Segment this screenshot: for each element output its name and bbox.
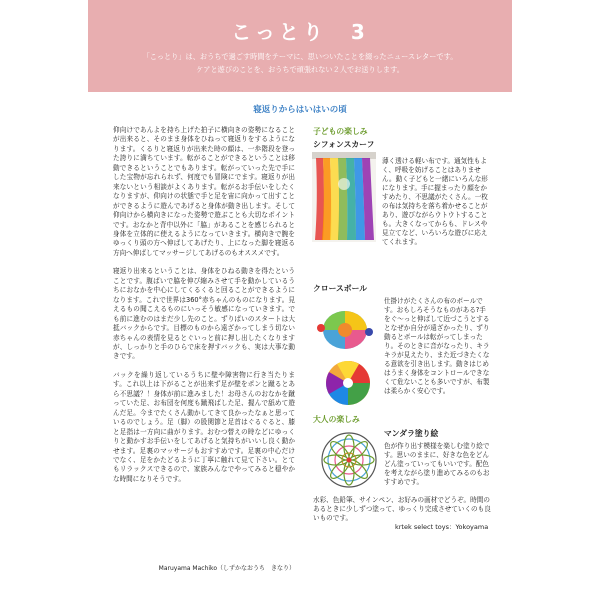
adults-category-label: 大人の楽しみ [313,415,360,424]
mandala-description: 色が作り出す模様を楽しむ塗り絵です。思いのままに、好きな色をどんどん塗っていってもいいです。配色を考えながら塗り進めてみるのもおすすめです。 [384,442,490,486]
scarf-description: 薄く透ける軽い布です。通気性もよく、呼吸を妨げることはありません。動く子どもと一緒にいろんな形になります。手に握まったり顔をかすめたり、不思議がたくさん。一枚の布は気持ちを落ち着かせることがあり、遊びながらウトウトすることも。大きくなってからも、ドレスや見立てなど、いろいろな遊びに応えてくれます。 [382,157,488,246]
credit-line: krtek select toys：Yokoyama [395,523,489,531]
article-paragraph-1: 仰向けであんよを持ち上げた拍子に横向きの姿勢になることが出来ると、そのまま身体をひねって寝返りをするようになります。くるりと寝返りが出来た時の顔は、一歩階段を登った誇りに満ちています。転がることができるということは移動できるということでもあります。転がっていった先で手にした宝物が忘れられず、何度でも冒険にでます。寝返りが出来ないという相談がよくあります。転がるお手伝いをしたくなりますが、仰向けの状態で手と足を宙に向かって出すことができるように遊んであげると身体が動き出します。そして仰向けから横向きになった姿勢で遊ぶことも大切なポイントです。おなかと背中以外に「脇」があることを感じられると身体を立体的に使えるようになっていきます。横向きで腕をゆっくり頭の方へ伸ばしてあげたり、上になった脚を寝返る方向へ伸ばしてマッサージしてあげるのもオススメです。 [113,126,295,257]
cloth-ball-image [312,298,380,413]
intro-line-1: 「こっとり」は、おうちで過ごす時間をテーマに、思いついたことを綴ったニュースレターです。 [142,52,458,61]
rainbow-chiffon-scarf-image [312,152,376,242]
intro-line-2: ケアと遊びのことを、おうちで頑張れない２人でお送りします。 [196,65,404,74]
article-paragraph-3: バックを繰り返しているうちに壁や障害物に行き当たります。これ以上は下がることが出来ず足が壁をポンと蹴るとあら不思議？！身体が前に進みました！お母さんのおなかを蹴っていた足、お布団を何度も蹴飛ばした足、握んで舐めて遊んだ足。今までたくさん動かしてきて良かったなぁと思っているのでしょう。足（脚）の股関節と足首はぐるぐると、膝と足指は一方向に曲がります。おむつ替えの時などにゆっくりと動かすお手伝いをしてあげると気持ちがいいし良く動かせます。足裏のマッサージもおすすめです。足裏の中心だけでなく、足をかたどるように丁寧に触れて見て下さい。とてもリラックスできるので、家族みんなでやってみると穏やかな時間になりそうです。 [113,370,295,483]
ball-title: クロースボール [313,284,368,293]
section-title: 寝返りからはいはいの頃 [253,105,347,115]
mandala-image [318,428,380,492]
mandala-title: マンダラ塗り絵 [384,429,439,438]
article-column [113,126,295,484]
article-signature: Maruyama Machiko（しずかなおうち きなり） [158,565,295,572]
scarf-title: シフォンスカーフ [313,140,375,149]
kids-category-label: 子どもの楽しみ [313,127,368,136]
ball-description: 仕掛けがたくさんの布のボールです。おもしろそうなものがある?手をぐ〜っと伸ばして近づこうとするとなぜか自分が遠ざかったり、ずり動るとボールは転がってしまったり。そのときに音がなったり、キラキラが見えたり、また近づきたくなる意欲を引き出します。動きはじめはうまく身体をコントロールできなくて危ないことも多いですが、布製は柔らかく安心です。 [384,297,490,395]
mandala-description-full: 水彩、色鉛筆、サインペン、お好みの画材でどうぞ。時間のあるときに少しずつ塗って、ゆっくり完成させていくのも良いものです。 [313,496,491,522]
header-banner [88,0,512,92]
article-paragraph-2: 寝返り出来るということは、身体をひねる動きを得たということです。腹ばいで脇を伸び縮みさせて手を動かしているうちにおなかを中心にしてくるくると回ることができるようになります。これで世界は360°赤ちゃんのものになります。見えるもの聞こえるものにいっそう敏感になっていきます。でも前に進むのはまだ少し先のこと。ずりばいのスタートは大抵バックからです。目標のものから遠ざかってしまう切ない赤ちゃんの表情を見るとぐいっと前に押し出したくなりますが、しっかりと手のひらで床を押すバックも、実は大事な動きです。 [113,267,295,361]
newsletter-title: こっとり 3 [231,20,369,44]
